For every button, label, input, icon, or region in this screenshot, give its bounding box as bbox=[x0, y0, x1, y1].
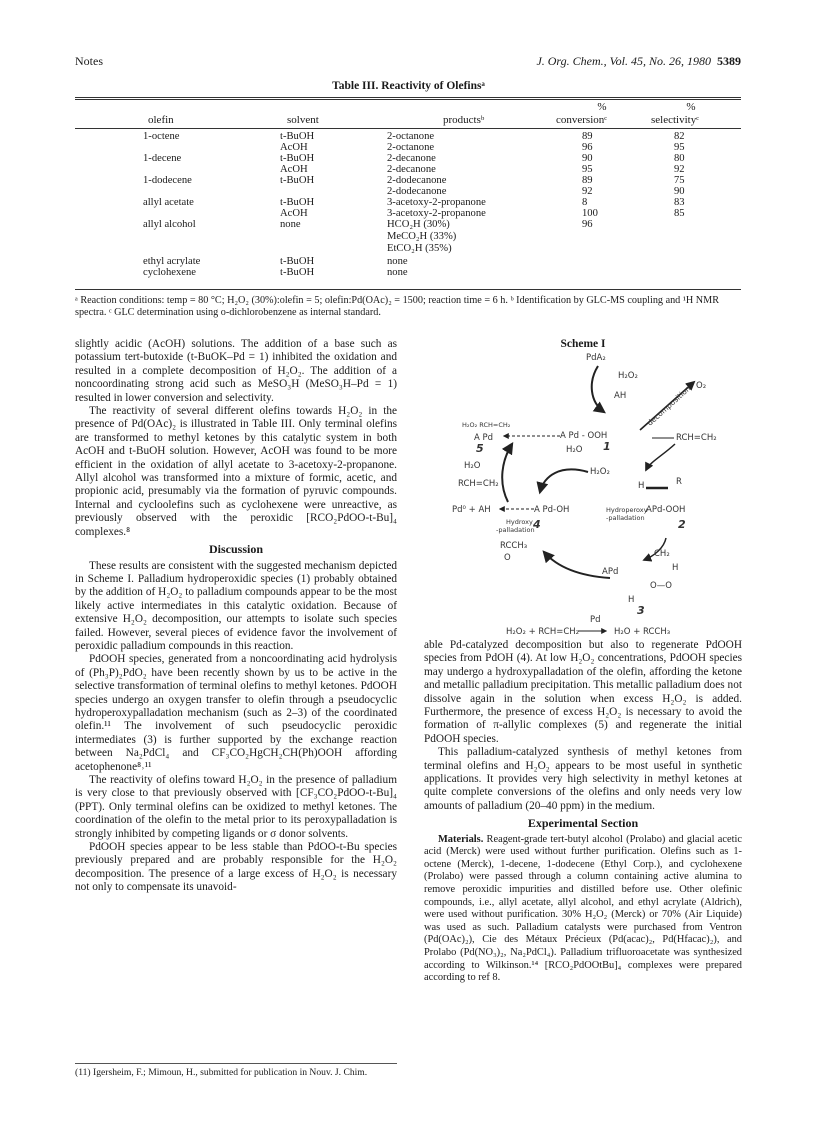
materials-text: Reagent-grade tert-butyl alcohol (Prolabo) and glacial acetic acid (Merck) were used without further purification. Olefins such as 1-octene (Merck), 1-decene, 1-dodecene (Ethyl Corp.), and cyclohexene (Prolabo) were passed through a column containing active alumina to remove peroxidic impurities and distilled before use. Other olefinic compounds, i.e., allyl acetate, allyl alcohol, and ethyl acrylate (Aldrich), were used without purification. 30% H₂O₂ (Merck) or 70% (Air Liquide) was used as such. Palladium catalysts were purchased from Ventron (Pd(OAc)₂), Cie des Métaux Précieux (Pd(acac)₂, Pd(Hfacac)₂), and Prolabo (Pd(NO₃)₂, Na₂PdCl₄). Palladium trifluoroacetate was synthesized according to Wilkinson.¹⁴ [RCO₂PdOOtBu]₄ complexes were prepared according to ref 8. bbox=[424, 833, 742, 984]
table-row: cyclohexene t-BuOH none bbox=[143, 267, 408, 278]
table-header-rule bbox=[75, 128, 741, 129]
experimental-heading: Experimental Section bbox=[527, 816, 639, 831]
label-h2o-mid: H₂O bbox=[566, 445, 583, 455]
table-row: EtCO₂H (35%) bbox=[387, 243, 452, 254]
paragraph: This palladium-catalyzed synthesis of methyl ketones from terminal olefins and H₂O₂ appears to be most useful in synthetic applications. It provides very high selectivity in methyl ketones at quite complete conversions of the olefins and only needs very low amounts of palladium (20–40 ppm) in the medium. bbox=[424, 746, 742, 812]
label-ch2: CH₂ bbox=[654, 549, 670, 559]
paragraph: The reactivity of several different olefins towards H₂O₂ in the presence of Pd(OAc)₂ is illustrated in Table III. Only terminal olefins are transformed to methyl ketones by this catalytic system in both AcOH and t-BuOH solution. However, AcOH was found to be more efficient in the oxidation of allyl acetate to 3-acetoxy-2-propanone. Allyl alcohol was transformed into a mixture of formic, acetic, and propionic acid, presumably via the formation of pyruvic compounds. Internal and cycloolefins such as cyclohexene were unreactive, as previously observed with the peroxidic [RCO₂PdOO-t-Bu]₄ complexes.⁸ bbox=[75, 405, 397, 538]
arrow-mid-loop bbox=[540, 469, 588, 492]
label-apd3: APd bbox=[602, 567, 619, 577]
label-ah-top: AH bbox=[614, 391, 627, 401]
table-row: AcOH 2-decanone 95 92 bbox=[280, 164, 685, 175]
label-hydroperoxy: Hydroperoxy bbox=[606, 506, 648, 514]
label-palladation2: -palladation bbox=[606, 514, 645, 522]
label-overall-pd: Pd bbox=[590, 615, 601, 625]
label-h2o2-top: H₂O₂ bbox=[618, 371, 638, 381]
paragraph: slightly acidic (AcOH) solutions. The addition of a base such as potassium tert-butoxide (t-BuOK–Pd = 1) inhibited the oxidation and resulted in a complete decomposition of H₂O₂. The addition of a noncoordinating strong acid such as MeSO₃H (MeSO₃H–Pd = 1) resulted in lower conversion and selectivity. bbox=[75, 338, 397, 404]
label-o2: O₂ bbox=[696, 381, 707, 391]
table-row: MeCO₂H (33%) bbox=[387, 231, 457, 242]
materials-label: Materials. bbox=[438, 833, 484, 845]
label-num5: 5 bbox=[476, 442, 484, 455]
header-products: productsᵇ bbox=[443, 114, 485, 126]
table-row: 1-dodecene t-BuOH 2-dodecanone 89 75 bbox=[143, 175, 685, 186]
label-rchch2-left: RCH=CH₂ bbox=[458, 479, 499, 489]
label-apdoh: A Pd-OH bbox=[534, 505, 570, 515]
arrow-pda2-to-ooh bbox=[592, 366, 604, 412]
label-h3: H bbox=[672, 563, 679, 573]
label-overall-left: H₂O₂ + RCH=CH₂ bbox=[506, 627, 580, 637]
arrow-left-loop bbox=[502, 444, 512, 502]
journal-citation: J. Org. Chem., Vol. 45, No. 26, 1980 bbox=[536, 54, 711, 68]
table-title: Table III. Reactivity of Olefinsᵃ bbox=[332, 80, 485, 92]
label-apd: A Pd bbox=[474, 433, 494, 443]
label-hydroxy: Hydroxy bbox=[506, 518, 533, 526]
paragraph: The reactivity of olefins toward H₂O₂ in the presence of palladium is very close to that previously observed with [CF₃CO₂PdOO-t-Bu]₄ (PPT). Only terminal olefins can be oxidized to methyl ketones. The coordination of the olefin to the metal prior to its peroxypalladation is strongly inhibited by competing ligands or σ donor solvents. bbox=[75, 774, 397, 840]
label-decomposition: decomposition bbox=[645, 383, 693, 428]
label-num2: 2 bbox=[678, 518, 686, 531]
table-row: allyl acetate t-BuOH 3-acetoxy-2-propanone 8 83 bbox=[143, 197, 685, 208]
label-pda2: PdA₂ bbox=[586, 353, 606, 363]
label-h3b: H bbox=[628, 595, 635, 605]
header-olefin: olefin bbox=[148, 114, 174, 126]
arrow-product bbox=[544, 552, 610, 578]
table-row: allyl alcohol none HCO₂H (30%) 96 bbox=[143, 219, 593, 230]
paragraph: PdOOH species appear to be less stable than PdOO-t-Bu species previously prepared and are probably responsible for the H₂O₂ decomposition. The presence of a large excess of H₂O₂ is necessary not only to compensate its unavoid- bbox=[75, 841, 397, 894]
header-selectivity-pct: % bbox=[686, 101, 696, 113]
table-row: AcOH 3-acetoxy-2-propanone 100 85 bbox=[280, 208, 685, 219]
paragraph: These results are consistent with the suggested mechanism depicted in Scheme I. Palladium hydroperoxidic species (1) probably obtained by the addition of H₂O₂ to palladium compounds appear to be the most likely active intermediates in this catalytic oxidation. Because of extensive H₂O₂ decomposition, our attempts to isolate such species failed. However, several pieces of evidence favor the involvement of peroxidic palladium compounds in this reaction. bbox=[75, 559, 397, 652]
table-top-rule bbox=[75, 97, 741, 98]
label-o: O bbox=[504, 553, 511, 563]
left-column bbox=[75, 338, 397, 895]
label-h2o2-mid: H₂O₂ bbox=[590, 467, 610, 477]
label-apdooh: A Pd - OOH bbox=[560, 431, 608, 441]
label-h2o2-rch: H₂O₂ RCH=CH₂ bbox=[462, 421, 511, 429]
table-bottom-rule bbox=[75, 289, 741, 290]
table-row: ethyl acrylate t-BuOH none bbox=[143, 256, 408, 267]
label-r: R bbox=[676, 477, 682, 487]
label-rcch3: RCCH₃ bbox=[500, 541, 528, 551]
header-conversion-pct: % bbox=[597, 101, 607, 113]
header-solvent: solvent bbox=[287, 114, 319, 126]
label-h: H bbox=[638, 481, 645, 491]
label-num1: 1 bbox=[603, 440, 611, 453]
label-rchch2-right: RCH=CH₂ bbox=[676, 433, 717, 443]
paragraph bbox=[424, 834, 742, 985]
scheme-diagram bbox=[440, 352, 740, 637]
discussion-heading: Discussion bbox=[208, 542, 264, 557]
label-apd-ooh: APd-OOH bbox=[646, 505, 686, 515]
table-row: 2-dodecanone 92 90 bbox=[387, 186, 685, 197]
reference-11: (11) Igersheim, F.; Mimoun, H., submitted for publication in Nouv. J. Chim. bbox=[75, 1063, 397, 1079]
paragraph: PdOOH species, generated from a noncoordinating acid hydrolysis of (Ph₃P)₂PdO₂ have been recently shown by us to be active in the selective transformation of terminal olefins to methyl ketones. PdOOH species undergo an oxygen transfer to olefin through a pseudocyclic hydroperoxypalladation mechanism (such as 2–3) of the coordinated olefin.¹¹ The involvement of such pseudocyclic peroxidic intermediates (3) is further supported by the exchange reaction between Na₂PdCl₄ and CF₃CO₂HgCH₂CH(Ph)OOH affording acetophenone⁸˒¹¹ bbox=[75, 653, 397, 773]
label-overall-right: H₂O + RCCH₃ bbox=[614, 627, 671, 637]
paragraph: able Pd-catalyzed decomposition but also to regenerate PdOOH species from PdOH (4). At low H₂O₂ concentrations, PdOOH species may undergo a hydroxypalladation of the olefin, affording the ketone and metallic palladium precipitation. This metallic palladium does not dissolve again in the solution when excess H₂O₂ is added. Furthermore, the presence of excess H₂O₂ is necessary to avoid the formation of π-allylic complexes (5) and regenerate the initial PdOOH species. bbox=[424, 639, 742, 745]
label-peroxide-o: O—O bbox=[650, 581, 672, 591]
running-header-right bbox=[536, 54, 741, 69]
right-column bbox=[424, 639, 742, 985]
header-selectivity: selectivityᶜ bbox=[651, 114, 700, 126]
page-number: 5389 bbox=[717, 54, 741, 68]
header-conversion: conversionᶜ bbox=[556, 114, 608, 126]
table-row: AcOH 2-octanone 96 95 bbox=[280, 142, 685, 153]
table-top-rule-2 bbox=[75, 99, 741, 100]
running-header-left: Notes bbox=[75, 54, 103, 68]
table-footnote: ᵃ Reaction conditions: temp = 80 °C; H₂O₂ (30%):olefin = 5; olefin:Pd(OAc)₂ = 1500; reaction time = 6 h. ᵇ Identification by GLC-MS coupling and ¹H NMR spectra. ᶜ GLC determination using o-dichlorobenzene as internal standard. bbox=[75, 295, 719, 318]
label-num3: 3 bbox=[637, 604, 645, 617]
table-row: 1-octene t-BuOH 2-octanone 89 82 bbox=[143, 131, 685, 142]
label-pd0-ah: Pd⁰ + AH bbox=[452, 505, 491, 515]
table-row: 1-decene t-BuOH 2-decanone 90 80 bbox=[143, 153, 685, 164]
scheme-title: Scheme I bbox=[560, 338, 606, 350]
label-h2o-left: H₂O bbox=[464, 461, 481, 471]
arrow-coordination bbox=[646, 444, 675, 470]
label-palladation: -palladation bbox=[496, 526, 535, 534]
label-num4: 4 bbox=[533, 518, 541, 531]
